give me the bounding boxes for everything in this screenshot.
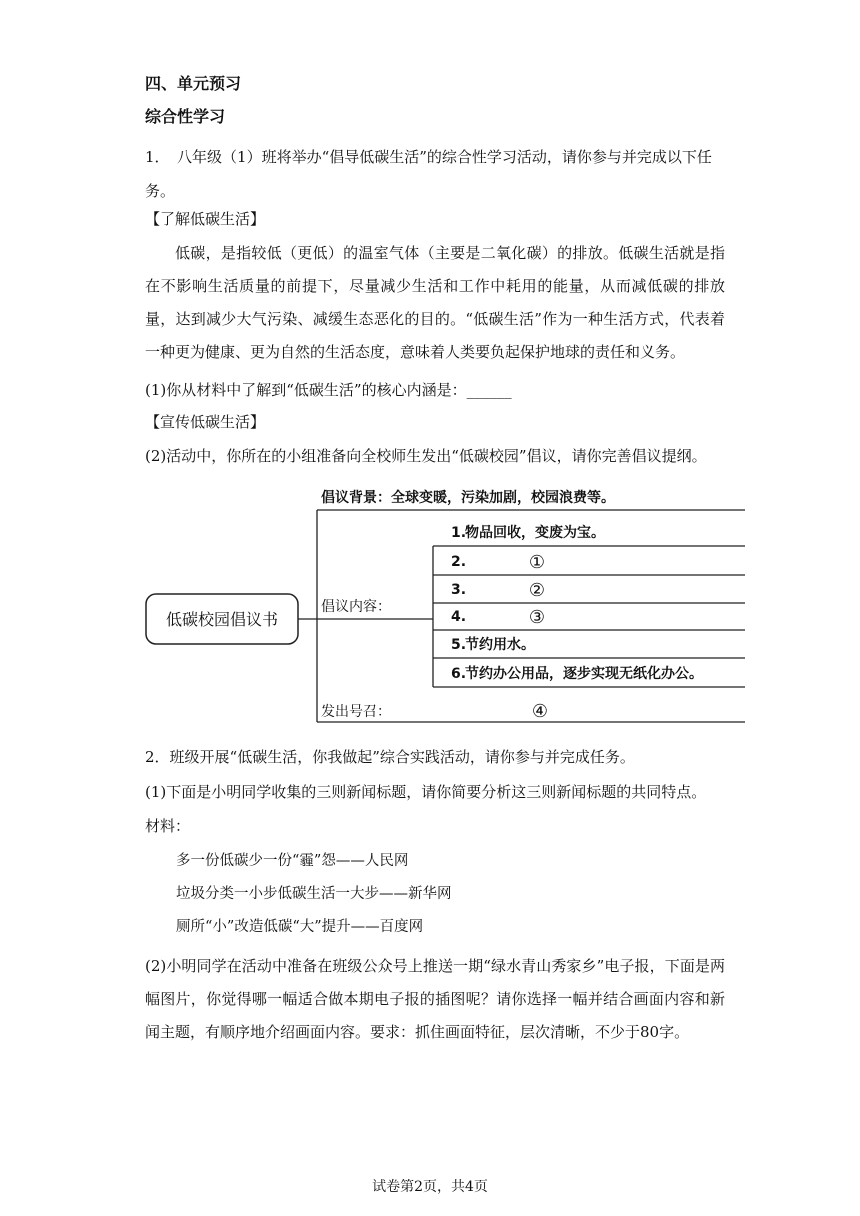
item-1-text: 物品回收，变废为宝。 <box>465 525 605 541</box>
headline-3-title: 厕所“小”改造低碳“大”提升 <box>176 919 351 935</box>
root-label: 低碳校园倡议书 <box>165 610 279 629</box>
item-1-num: 1. <box>451 525 467 541</box>
headline-1-source: ——人民网 <box>335 853 409 869</box>
background-text: 倡议背景：全球变暖，污染加剧，校园浪费等。 <box>321 490 615 506</box>
headline-2 <box>176 882 452 903</box>
call-label: 发出号召： <box>321 704 391 720</box>
q1-sub2: (2)活动中，你所在的小组准备向全校师生发出“低碳校园”倡议，请你完善倡议提纲。 <box>145 447 707 465</box>
headline-3-source: ——百度网 <box>350 919 424 935</box>
item-3-num: 3. <box>451 582 467 598</box>
q2-sub2: (2)小明同学在活动中准备在班级公众号上推送一期“绿水青山秀家乡”电子报，下面是两幅图片，你觉得哪一幅适合做本期电子报的插图呢？请你选择一幅并结合画面内容和新闻主题，有顺序地介绍画面内容。要求：抓住画面特征，层次清晰，不少于80字。 <box>145 957 725 1041</box>
q2-intro: 2．班级开展“低碳生活，你我做起”综合实践活动，请你参与并完成任务。 <box>145 748 635 766</box>
q1-passage: 低碳，是指较低（更低）的温室气体（主要是二氧化碳）的排放。低碳生活就是指在不影响生活质量的前提下，尽量减少生活和工作中耗用的能量，从而减低碳的排放量，达到减少大气污染、减缓生态恶化的目的。“低碳生活”作为一种生活方式，代表着一种更为健康、更为自然的生活态度，意味着人类要负起保护地球的责任和义务。 <box>145 244 725 361</box>
q2-sub1: (1)下面是小明同学收集的三则新闻标题，请你简要分析这三则新闻标题的共同特点。 <box>145 783 707 801</box>
headline-2-source: ——新华网 <box>379 886 452 902</box>
content-label: 倡议内容： <box>321 599 391 615</box>
headline-1 <box>176 849 408 870</box>
blank-marker-3: ③ <box>528 607 546 628</box>
subsection-title: 综合性学习 <box>145 107 226 126</box>
item-6-text: 节约办公用品，逐步实现无纸化办公。 <box>465 666 703 682</box>
item-2-num: 2. <box>451 554 467 570</box>
q2-material-label: 材料： <box>145 817 191 835</box>
item-5-num: 5. <box>451 637 467 653</box>
item-5-text: 节约用水。 <box>465 637 535 653</box>
blank-marker-4: ④ <box>531 701 549 722</box>
q1-intro: 1． 八年级（1）班将举办“倡导低碳生活”的综合性学习活动，请你参与并完成以下任务。 <box>145 148 712 200</box>
item-4-num: 4. <box>451 609 467 625</box>
blank-marker-2: ② <box>528 580 546 601</box>
item-6-num: 6. <box>451 666 467 682</box>
proposal-outline-diagram <box>140 480 750 730</box>
headline-3 <box>176 915 423 936</box>
page-footer: 试卷第2页，共4页 <box>372 1179 488 1195</box>
section-title: 四、单元预习 <box>145 74 242 93</box>
blank-marker-1: ① <box>528 552 546 573</box>
headline-2-title: 垃圾分类一小步低碳生活一大步 <box>176 886 379 902</box>
q1-part1-heading: 【了解低碳生活】 <box>145 210 266 228</box>
q1-sub1: (1)你从材料中了解到“低碳生活”的核心内涵是：______ <box>145 381 512 399</box>
headline-1-title: 多一份低碳少一份“霾”怨 <box>176 853 336 869</box>
q1-part2-heading: 【宣传低碳生活】 <box>145 413 266 431</box>
